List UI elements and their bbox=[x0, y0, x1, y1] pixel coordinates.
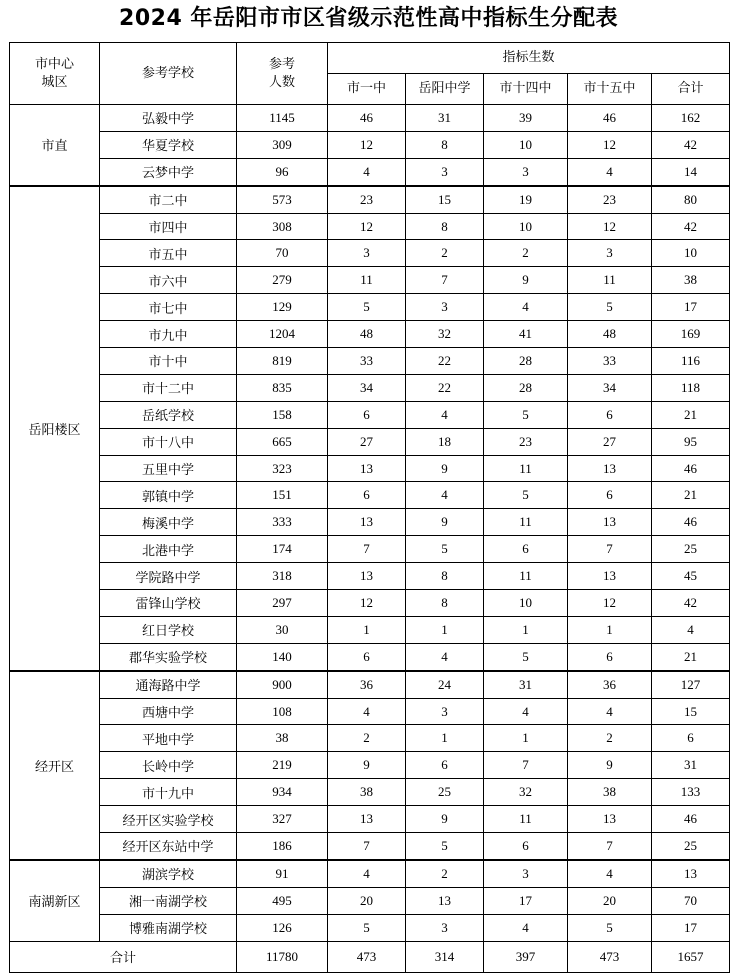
quota-cell: 8 bbox=[406, 563, 484, 590]
quota-cell: 11 bbox=[328, 267, 406, 294]
table-row bbox=[10, 887, 730, 914]
count-cell: 108 bbox=[237, 698, 328, 725]
quota-cell: 12 bbox=[328, 131, 406, 158]
total-label: 合计 bbox=[10, 941, 237, 972]
header-count: 参考 人数 bbox=[237, 43, 328, 105]
count-cell: 186 bbox=[237, 833, 328, 860]
quota-cell: 27 bbox=[328, 428, 406, 455]
table-header bbox=[10, 43, 730, 105]
school-cell: 市十中 bbox=[100, 348, 237, 375]
table-row bbox=[10, 779, 730, 806]
school-cell: 经开区东站中学 bbox=[100, 833, 237, 860]
total-row bbox=[10, 941, 730, 972]
school-cell: 通海路中学 bbox=[100, 671, 237, 698]
quota-cell: 20 bbox=[328, 887, 406, 914]
quota-cell: 23 bbox=[328, 186, 406, 213]
header-quota-col: 市一中 bbox=[328, 74, 406, 105]
region-cell: 南湖新区 bbox=[10, 860, 100, 941]
count-cell: 665 bbox=[237, 428, 328, 455]
quota-cell: 4 bbox=[406, 643, 484, 670]
quota-cell: 15 bbox=[406, 186, 484, 213]
quota-cell: 24 bbox=[406, 671, 484, 698]
quota-cell: 12 bbox=[568, 213, 652, 240]
region-cell: 岳阳楼区 bbox=[10, 186, 100, 671]
quota-cell: 18 bbox=[406, 428, 484, 455]
quota-cell: 3 bbox=[484, 158, 568, 185]
table-row bbox=[10, 509, 730, 536]
table-row bbox=[10, 482, 730, 509]
school-cell: 梅溪中学 bbox=[100, 509, 237, 536]
quota-cell: 13 bbox=[328, 563, 406, 590]
header-region: 市中心 城区 bbox=[10, 43, 100, 105]
quota-cell: 12 bbox=[568, 590, 652, 617]
school-cell: 郡华实验学校 bbox=[100, 643, 237, 670]
header-quota-col: 岳阳中学 bbox=[406, 74, 484, 105]
count-cell: 819 bbox=[237, 348, 328, 375]
total-quota: 397 bbox=[484, 941, 568, 972]
school-cell: 市二中 bbox=[100, 186, 237, 213]
quota-cell: 38 bbox=[652, 267, 730, 294]
quota-cell: 22 bbox=[406, 348, 484, 375]
table-row bbox=[10, 348, 730, 375]
quota-cell: 19 bbox=[484, 186, 568, 213]
quota-cell: 3 bbox=[568, 240, 652, 267]
table-row bbox=[10, 914, 730, 941]
school-cell: 湘一南湖学校 bbox=[100, 887, 237, 914]
quota-cell: 9 bbox=[406, 509, 484, 536]
quota-cell: 12 bbox=[328, 590, 406, 617]
quota-cell: 1 bbox=[568, 616, 652, 643]
count-cell: 495 bbox=[237, 887, 328, 914]
page-title: 2024 年岳阳市市区省级示范性高中指标生分配表 bbox=[119, 6, 618, 31]
quota-cell: 27 bbox=[568, 428, 652, 455]
quota-cell: 23 bbox=[484, 428, 568, 455]
quota-cell: 10 bbox=[484, 590, 568, 617]
quota-cell: 45 bbox=[652, 563, 730, 590]
count-cell: 573 bbox=[237, 186, 328, 213]
quota-cell: 6 bbox=[652, 725, 730, 752]
school-cell: 红日学校 bbox=[100, 616, 237, 643]
quota-cell: 3 bbox=[406, 294, 484, 321]
quota-cell: 9 bbox=[568, 752, 652, 779]
quota-cell: 21 bbox=[652, 482, 730, 509]
quota-cell: 2 bbox=[406, 240, 484, 267]
quota-cell: 42 bbox=[652, 213, 730, 240]
quota-cell: 4 bbox=[652, 616, 730, 643]
quota-cell: 13 bbox=[568, 563, 652, 590]
quota-cell: 4 bbox=[484, 698, 568, 725]
quota-cell: 33 bbox=[328, 348, 406, 375]
count-cell: 219 bbox=[237, 752, 328, 779]
quota-cell: 38 bbox=[568, 779, 652, 806]
total-quota: 473 bbox=[328, 941, 406, 972]
quota-cell: 3 bbox=[406, 914, 484, 941]
quota-cell: 6 bbox=[328, 643, 406, 670]
quota-cell: 12 bbox=[568, 131, 652, 158]
quota-cell: 11 bbox=[568, 267, 652, 294]
header-quota-col: 市十五中 bbox=[568, 74, 652, 105]
quota-cell: 5 bbox=[328, 294, 406, 321]
table-row bbox=[10, 536, 730, 563]
quota-cell: 9 bbox=[484, 267, 568, 294]
quota-cell: 7 bbox=[568, 833, 652, 860]
quota-cell: 20 bbox=[568, 887, 652, 914]
table-row bbox=[10, 725, 730, 752]
quota-cell: 22 bbox=[406, 374, 484, 401]
quota-cell: 9 bbox=[328, 752, 406, 779]
header-quota-group: 指标生数 bbox=[328, 43, 730, 74]
school-cell: 郭镇中学 bbox=[100, 482, 237, 509]
quota-cell: 28 bbox=[484, 374, 568, 401]
quota-cell: 6 bbox=[568, 482, 652, 509]
school-cell: 市十二中 bbox=[100, 374, 237, 401]
school-cell: 岳纸学校 bbox=[100, 401, 237, 428]
quota-cell: 6 bbox=[568, 643, 652, 670]
quota-cell: 17 bbox=[652, 914, 730, 941]
table-row bbox=[10, 186, 730, 213]
count-cell: 1204 bbox=[237, 321, 328, 348]
quota-cell: 13 bbox=[568, 806, 652, 833]
quota-cell: 127 bbox=[652, 671, 730, 698]
quota-cell: 5 bbox=[568, 914, 652, 941]
quota-cell: 5 bbox=[484, 643, 568, 670]
quota-cell: 46 bbox=[568, 105, 652, 132]
quota-cell: 4 bbox=[568, 698, 652, 725]
quota-cell: 46 bbox=[652, 806, 730, 833]
quota-cell: 2 bbox=[484, 240, 568, 267]
quota-cell: 5 bbox=[484, 401, 568, 428]
quota-cell: 41 bbox=[484, 321, 568, 348]
table-row bbox=[10, 131, 730, 158]
quota-cell: 5 bbox=[328, 914, 406, 941]
table-row bbox=[10, 455, 730, 482]
quota-cell: 4 bbox=[484, 294, 568, 321]
quota-cell: 4 bbox=[328, 860, 406, 887]
quota-cell: 32 bbox=[484, 779, 568, 806]
total-quota: 1657 bbox=[652, 941, 730, 972]
quota-cell: 4 bbox=[406, 482, 484, 509]
region-cell: 经开区 bbox=[10, 671, 100, 860]
table-row bbox=[10, 698, 730, 725]
quota-cell: 70 bbox=[652, 887, 730, 914]
table-footer bbox=[10, 941, 730, 972]
quota-cell: 17 bbox=[652, 294, 730, 321]
table-row bbox=[10, 105, 730, 132]
count-cell: 96 bbox=[237, 158, 328, 185]
quota-cell: 5 bbox=[406, 833, 484, 860]
quota-cell: 1 bbox=[406, 725, 484, 752]
school-cell: 市十八中 bbox=[100, 428, 237, 455]
quota-cell: 15 bbox=[652, 698, 730, 725]
quota-cell: 11 bbox=[484, 563, 568, 590]
total-quota: 473 bbox=[568, 941, 652, 972]
school-cell: 北港中学 bbox=[100, 536, 237, 563]
school-cell: 市四中 bbox=[100, 213, 237, 240]
quota-cell: 10 bbox=[652, 240, 730, 267]
table-body bbox=[10, 105, 730, 942]
header-quota-col: 市十四中 bbox=[484, 74, 568, 105]
count-cell: 333 bbox=[237, 509, 328, 536]
quota-cell: 31 bbox=[406, 105, 484, 132]
count-cell: 30 bbox=[237, 616, 328, 643]
quota-table bbox=[9, 42, 730, 973]
quota-cell: 3 bbox=[484, 860, 568, 887]
school-cell: 长岭中学 bbox=[100, 752, 237, 779]
school-cell: 市六中 bbox=[100, 267, 237, 294]
quota-cell: 13 bbox=[328, 509, 406, 536]
quota-cell: 4 bbox=[484, 914, 568, 941]
table-row bbox=[10, 752, 730, 779]
table-row bbox=[10, 616, 730, 643]
quota-cell: 9 bbox=[406, 806, 484, 833]
count-cell: 140 bbox=[237, 643, 328, 670]
count-cell: 126 bbox=[237, 914, 328, 941]
header-school: 参考学校 bbox=[100, 43, 237, 105]
quota-cell: 13 bbox=[652, 860, 730, 887]
quota-cell: 11 bbox=[484, 509, 568, 536]
quota-cell: 12 bbox=[328, 213, 406, 240]
count-cell: 91 bbox=[237, 860, 328, 887]
count-cell: 129 bbox=[237, 294, 328, 321]
quota-cell: 4 bbox=[406, 401, 484, 428]
count-cell: 297 bbox=[237, 590, 328, 617]
total-count: 11780 bbox=[237, 941, 328, 972]
quota-cell: 28 bbox=[484, 348, 568, 375]
quota-cell: 1 bbox=[406, 616, 484, 643]
school-cell: 学院路中学 bbox=[100, 563, 237, 590]
quota-cell: 25 bbox=[406, 779, 484, 806]
quota-cell: 48 bbox=[328, 321, 406, 348]
quota-cell: 34 bbox=[568, 374, 652, 401]
quota-cell: 6 bbox=[568, 401, 652, 428]
count-cell: 158 bbox=[237, 401, 328, 428]
table-row bbox=[10, 860, 730, 887]
table-row bbox=[10, 428, 730, 455]
quota-cell: 34 bbox=[328, 374, 406, 401]
total-quota: 314 bbox=[406, 941, 484, 972]
quota-cell: 162 bbox=[652, 105, 730, 132]
quota-cell: 25 bbox=[652, 833, 730, 860]
quota-cell: 4 bbox=[328, 158, 406, 185]
quota-cell: 7 bbox=[328, 536, 406, 563]
quota-cell: 46 bbox=[328, 105, 406, 132]
quota-cell: 46 bbox=[652, 455, 730, 482]
count-cell: 318 bbox=[237, 563, 328, 590]
school-cell: 市九中 bbox=[100, 321, 237, 348]
count-cell: 327 bbox=[237, 806, 328, 833]
school-cell: 市七中 bbox=[100, 294, 237, 321]
quota-cell: 116 bbox=[652, 348, 730, 375]
count-cell: 1145 bbox=[237, 105, 328, 132]
quota-cell: 36 bbox=[568, 671, 652, 698]
quota-cell: 48 bbox=[568, 321, 652, 348]
school-cell: 五里中学 bbox=[100, 455, 237, 482]
quota-cell: 11 bbox=[484, 806, 568, 833]
quota-cell: 2 bbox=[328, 725, 406, 752]
table-row bbox=[10, 321, 730, 348]
count-cell: 934 bbox=[237, 779, 328, 806]
quota-cell: 10 bbox=[484, 131, 568, 158]
quota-cell: 6 bbox=[328, 401, 406, 428]
count-cell: 70 bbox=[237, 240, 328, 267]
quota-cell: 80 bbox=[652, 186, 730, 213]
count-cell: 174 bbox=[237, 536, 328, 563]
quota-cell: 31 bbox=[652, 752, 730, 779]
quota-cell: 1 bbox=[484, 725, 568, 752]
quota-cell: 38 bbox=[328, 779, 406, 806]
quota-cell: 7 bbox=[328, 833, 406, 860]
quota-cell: 2 bbox=[568, 725, 652, 752]
school-cell: 博雅南湖学校 bbox=[100, 914, 237, 941]
school-cell: 华夏学校 bbox=[100, 131, 237, 158]
quota-cell: 3 bbox=[406, 698, 484, 725]
quota-cell: 39 bbox=[484, 105, 568, 132]
quota-cell: 5 bbox=[568, 294, 652, 321]
quota-cell: 8 bbox=[406, 131, 484, 158]
table-row bbox=[10, 158, 730, 185]
quota-cell: 31 bbox=[484, 671, 568, 698]
table-row bbox=[10, 401, 730, 428]
quota-cell: 32 bbox=[406, 321, 484, 348]
school-cell: 西塘中学 bbox=[100, 698, 237, 725]
quota-cell: 36 bbox=[328, 671, 406, 698]
table-row bbox=[10, 643, 730, 670]
school-cell: 雷锋山学校 bbox=[100, 590, 237, 617]
count-cell: 309 bbox=[237, 131, 328, 158]
quota-cell: 23 bbox=[568, 186, 652, 213]
quota-cell: 3 bbox=[328, 240, 406, 267]
quota-cell: 4 bbox=[328, 698, 406, 725]
school-cell: 湖滨学校 bbox=[100, 860, 237, 887]
quota-cell: 5 bbox=[406, 536, 484, 563]
quota-cell: 7 bbox=[406, 267, 484, 294]
quota-cell: 46 bbox=[652, 509, 730, 536]
school-cell: 弘毅中学 bbox=[100, 105, 237, 132]
table-row bbox=[10, 213, 730, 240]
count-cell: 323 bbox=[237, 455, 328, 482]
quota-cell: 13 bbox=[328, 455, 406, 482]
quota-cell: 42 bbox=[652, 590, 730, 617]
table-row bbox=[10, 671, 730, 698]
quota-cell: 95 bbox=[652, 428, 730, 455]
count-cell: 900 bbox=[237, 671, 328, 698]
quota-cell: 1 bbox=[484, 616, 568, 643]
quota-cell: 25 bbox=[652, 536, 730, 563]
school-cell: 经开区实验学校 bbox=[100, 806, 237, 833]
count-cell: 38 bbox=[237, 725, 328, 752]
quota-cell: 133 bbox=[652, 779, 730, 806]
quota-cell: 21 bbox=[652, 401, 730, 428]
count-cell: 279 bbox=[237, 267, 328, 294]
quota-cell: 118 bbox=[652, 374, 730, 401]
quota-cell: 5 bbox=[484, 482, 568, 509]
quota-cell: 13 bbox=[328, 806, 406, 833]
quota-cell: 6 bbox=[484, 833, 568, 860]
school-cell: 市十九中 bbox=[100, 779, 237, 806]
quota-cell: 6 bbox=[406, 752, 484, 779]
quota-cell: 14 bbox=[652, 158, 730, 185]
count-cell: 835 bbox=[237, 374, 328, 401]
count-cell: 308 bbox=[237, 213, 328, 240]
quota-cell: 1 bbox=[328, 616, 406, 643]
school-cell: 市五中 bbox=[100, 240, 237, 267]
table-row bbox=[10, 294, 730, 321]
count-cell: 151 bbox=[237, 482, 328, 509]
quota-cell: 13 bbox=[568, 509, 652, 536]
quota-cell: 13 bbox=[568, 455, 652, 482]
quota-cell: 6 bbox=[484, 536, 568, 563]
quota-cell: 4 bbox=[568, 860, 652, 887]
table-row bbox=[10, 590, 730, 617]
quota-cell: 17 bbox=[484, 887, 568, 914]
table-row bbox=[10, 563, 730, 590]
quota-cell: 21 bbox=[652, 643, 730, 670]
quota-cell: 33 bbox=[568, 348, 652, 375]
quota-cell: 6 bbox=[328, 482, 406, 509]
quota-cell: 7 bbox=[568, 536, 652, 563]
quota-cell: 4 bbox=[568, 158, 652, 185]
region-cell: 市直 bbox=[10, 105, 100, 186]
quota-cell: 9 bbox=[406, 455, 484, 482]
quota-cell: 11 bbox=[484, 455, 568, 482]
quota-cell: 169 bbox=[652, 321, 730, 348]
quota-cell: 8 bbox=[406, 590, 484, 617]
table-row bbox=[10, 374, 730, 401]
quota-cell: 42 bbox=[652, 131, 730, 158]
table-row bbox=[10, 833, 730, 860]
quota-cell: 3 bbox=[406, 158, 484, 185]
quota-cell: 7 bbox=[484, 752, 568, 779]
table-row bbox=[10, 806, 730, 833]
quota-cell: 8 bbox=[406, 213, 484, 240]
table-row bbox=[10, 240, 730, 267]
header-quota-col: 合计 bbox=[652, 74, 730, 105]
school-cell: 平地中学 bbox=[100, 725, 237, 752]
table-row bbox=[10, 267, 730, 294]
quota-cell: 2 bbox=[406, 860, 484, 887]
quota-cell: 10 bbox=[484, 213, 568, 240]
quota-cell: 13 bbox=[406, 887, 484, 914]
school-cell: 云梦中学 bbox=[100, 158, 237, 185]
